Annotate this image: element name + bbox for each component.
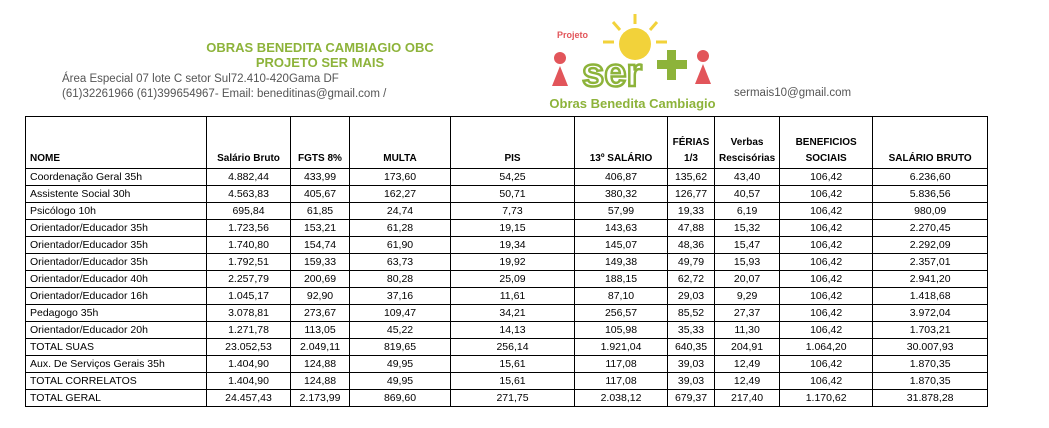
address-block [62,72,386,102]
value-cell: 15,32 [715,220,780,237]
col-pis: PIS [451,117,575,169]
value-cell: 40,57 [715,186,780,203]
value-cell: 29,03 [668,288,715,305]
value-cell: 27,37 [715,305,780,322]
value-cell: 4.882,44 [207,169,291,186]
value-cell: 380,32 [575,186,668,203]
value-cell: 3.078,81 [207,305,291,322]
table-body [26,169,988,407]
value-cell: 149,38 [575,254,668,271]
col-ferias: FÉRIAS 1/3 [668,117,715,169]
value-cell: 256,14 [451,339,575,356]
value-cell: 200,69 [291,271,350,288]
row-name-cell: Psicólogo 10h [26,203,207,220]
value-cell: 30.007,93 [873,339,988,356]
value-cell: 49,95 [350,373,451,390]
table-row [26,288,988,305]
col-fgts: FGTS 8% [291,117,350,169]
value-cell: 106,42 [780,254,873,271]
value-cell: 6,19 [715,203,780,220]
value-cell: 106,42 [780,322,873,339]
value-cell: 61,90 [350,237,451,254]
table-row [26,237,988,254]
row-name-cell: Assistente Social 30h [26,186,207,203]
value-cell: 980,09 [873,203,988,220]
value-cell: 11,30 [715,322,780,339]
value-cell: 143,63 [575,220,668,237]
value-cell: 106,42 [780,356,873,373]
row-name-cell: TOTAL CORRELATOS [26,373,207,390]
value-cell: 1.418,68 [873,288,988,305]
value-cell: 1.740,80 [207,237,291,254]
value-cell: 117,08 [575,373,668,390]
value-cell: 48,36 [668,237,715,254]
value-cell: 124,88 [291,373,350,390]
value-cell: 188,15 [575,271,668,288]
value-cell: 1.404,90 [207,356,291,373]
value-cell: 1.870,35 [873,356,988,373]
value-cell: 47,88 [668,220,715,237]
value-cell: 1.271,78 [207,322,291,339]
row-name-cell: Orientador/Educador 20h [26,322,207,339]
value-cell: 2.049,11 [291,339,350,356]
value-cell: 9,29 [715,288,780,305]
value-cell: 24,74 [350,203,451,220]
table-row [26,390,988,407]
value-cell: 3.972,04 [873,305,988,322]
project-logo [540,10,725,118]
value-cell: 15,47 [715,237,780,254]
table-row [26,322,988,339]
value-cell: 1.921,04 [575,339,668,356]
value-cell: 2.038,12 [575,390,668,407]
value-cell: 49,95 [350,356,451,373]
value-cell: 145,07 [575,237,668,254]
value-cell: 19,92 [451,254,575,271]
value-cell: 20,07 [715,271,780,288]
value-cell: 1.703,21 [873,322,988,339]
value-cell: 1.870,35 [873,373,988,390]
table-row [26,271,988,288]
value-cell: 39,03 [668,356,715,373]
table-row [26,356,988,373]
value-cell: 273,67 [291,305,350,322]
value-cell: 49,79 [668,254,715,271]
value-cell: 106,42 [780,288,873,305]
value-cell: 1.170,62 [780,390,873,407]
table-row [26,169,988,186]
row-name-cell: Coordenação Geral 35h [26,169,207,186]
value-cell: 57,99 [575,203,668,220]
org-header [140,40,500,70]
table-row [26,186,988,203]
value-cell: 5.836,56 [873,186,988,203]
logo-graphic [540,10,725,96]
value-cell: 106,42 [780,373,873,390]
value-cell: 61,28 [350,220,451,237]
value-cell: 54,25 [451,169,575,186]
child-figure-left-icon [552,52,568,86]
logo-subtitle: Obras Benedita Cambiagio [549,96,716,111]
value-cell: 87,10 [575,288,668,305]
project-name: PROJETO SER MAIS [255,55,385,70]
value-cell: 24.457,43 [207,390,291,407]
value-cell: 135,62 [668,169,715,186]
row-name-cell: Aux. De Serviços Gerais 35h [26,356,207,373]
col-verbas-rescisorias: Verbas Rescisórias [715,117,780,169]
value-cell: 35,33 [668,322,715,339]
row-name-cell: Orientador/Educador 40h [26,271,207,288]
table-row [26,339,988,356]
value-cell: 6.236,60 [873,169,988,186]
value-cell: 126,77 [668,186,715,203]
value-cell: 19,15 [451,220,575,237]
contact-line: (61)32261966 (61)399654967- Email: beneditinas@gmail.com / [62,88,387,100]
value-cell: 1.404,90 [207,373,291,390]
value-cell: 50,71 [451,186,575,203]
address-line: Área Especial 07 lote C setor Sul72.410-420Gama DF [62,73,339,85]
value-cell: 1.723,56 [207,220,291,237]
value-cell: 106,42 [780,271,873,288]
value-cell: 43,40 [715,169,780,186]
value-cell: 61,85 [291,203,350,220]
value-cell: 2.292,09 [873,237,988,254]
salary-table [25,116,988,407]
table-row [26,254,988,271]
value-cell: 869,60 [350,390,451,407]
row-name-cell: Orientador/Educador 35h [26,254,207,271]
value-cell: 106,42 [780,237,873,254]
value-cell: 19,34 [451,237,575,254]
secondary-email: sermais10@gmail.com [734,87,852,99]
value-cell: 2.941,20 [873,271,988,288]
value-cell: 159,33 [291,254,350,271]
value-cell: 45,22 [350,322,451,339]
value-cell: 106,42 [780,186,873,203]
row-name-cell: Orientador/Educador 16h [26,288,207,305]
value-cell: 695,84 [207,203,291,220]
value-cell: 433,99 [291,169,350,186]
value-cell: 2.270,45 [873,220,988,237]
value-cell: 271,75 [451,390,575,407]
value-cell: 153,21 [291,220,350,237]
row-name-cell: Pedagogo 35h [26,305,207,322]
value-cell: 109,47 [350,305,451,322]
value-cell: 1.045,17 [207,288,291,305]
row-name-cell: TOTAL SUAS [26,339,207,356]
value-cell: 31.878,28 [873,390,988,407]
org-name: OBRAS BENEDITA CAMBIAGIO OBC [206,40,434,55]
value-cell: 154,74 [291,237,350,254]
logo-projeto-label: Projeto [557,30,589,40]
value-cell: 117,08 [575,356,668,373]
value-cell: 25,09 [451,271,575,288]
col-nome: NOME [26,117,207,169]
value-cell: 113,05 [291,322,350,339]
value-cell: 15,93 [715,254,780,271]
value-cell: 106,42 [780,220,873,237]
value-cell: 39,03 [668,373,715,390]
value-cell: 2.173,99 [291,390,350,407]
value-cell: 85,52 [668,305,715,322]
value-cell: 15,61 [451,356,575,373]
value-cell: 14,13 [451,322,575,339]
value-cell: 63,73 [350,254,451,271]
value-cell: 11,61 [451,288,575,305]
value-cell: 106,42 [780,305,873,322]
value-cell: 256,57 [575,305,668,322]
value-cell: 1.064,20 [780,339,873,356]
col-salario-bruto-total: SALÁRIO BRUTO [873,117,988,169]
value-cell: 92,90 [291,288,350,305]
value-cell: 105,98 [575,322,668,339]
value-cell: 204,91 [715,339,780,356]
col-beneficios-sociais: BENEFICIOS SOCIAIS [780,117,873,169]
value-cell: 80,28 [350,271,451,288]
value-cell: 162,27 [350,186,451,203]
table-header-row [26,117,988,169]
value-cell: 106,42 [780,169,873,186]
value-cell: 62,72 [668,271,715,288]
row-name-cell: Orientador/Educador 35h [26,237,207,254]
value-cell: 12,49 [715,373,780,390]
table-row [26,305,988,322]
value-cell: 406,87 [575,169,668,186]
value-cell: 1.792,51 [207,254,291,271]
value-cell: 15,61 [451,373,575,390]
value-cell: 819,65 [350,339,451,356]
col-multa: MULTA [350,117,451,169]
plus-icon [657,50,687,80]
value-cell: 34,21 [451,305,575,322]
table-row [26,373,988,390]
value-cell: 23.052,53 [207,339,291,356]
value-cell: 124,88 [291,356,350,373]
value-cell: 173,60 [350,169,451,186]
value-cell: 37,16 [350,288,451,305]
value-cell: 4.563,83 [207,186,291,203]
logo-ser-text: ser [582,51,643,95]
col-13-salario: 13º SALÁRIO [575,117,668,169]
col-salario-bruto: Salário Bruto [207,117,291,169]
value-cell: 19,33 [668,203,715,220]
row-name-cell: TOTAL GERAL [26,390,207,407]
child-figure-right-icon [695,50,711,84]
table-row [26,220,988,237]
value-cell: 679,37 [668,390,715,407]
value-cell: 217,40 [715,390,780,407]
table-row [26,203,988,220]
value-cell: 405,67 [291,186,350,203]
value-cell: 2.257,79 [207,271,291,288]
value-cell: 640,35 [668,339,715,356]
value-cell: 7,73 [451,203,575,220]
row-name-cell: Orientador/Educador 35h [26,220,207,237]
value-cell: 12,49 [715,356,780,373]
value-cell: 2.357,01 [873,254,988,271]
value-cell: 106,42 [780,203,873,220]
